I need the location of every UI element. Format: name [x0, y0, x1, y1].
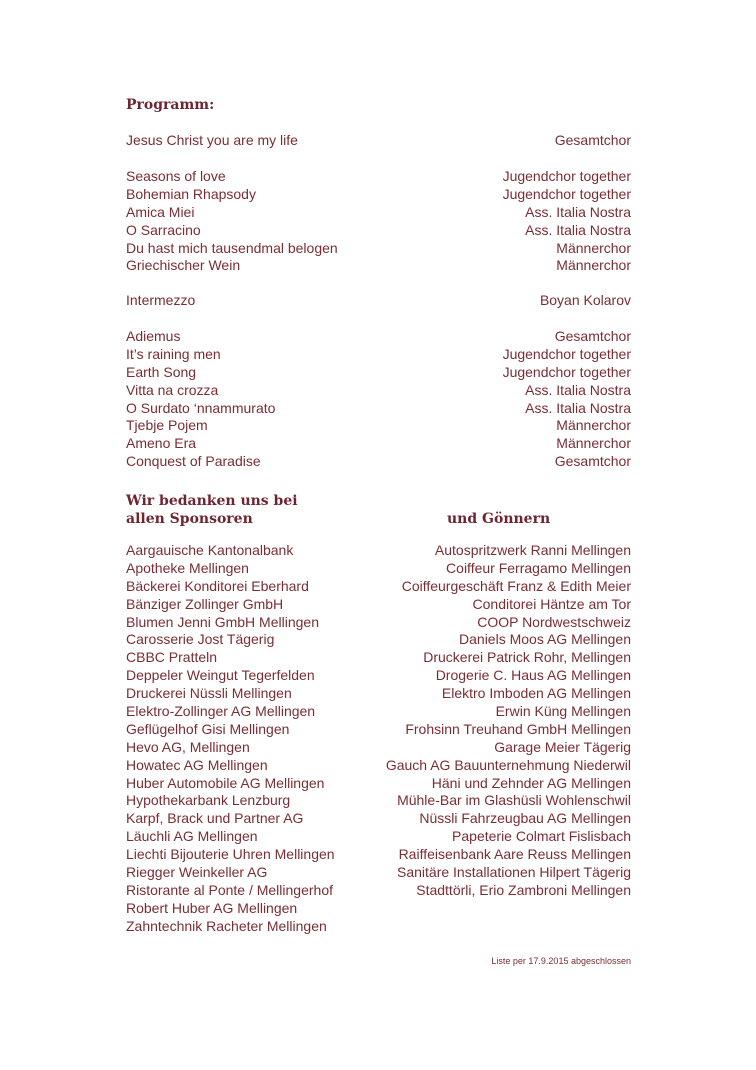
program-row — [126, 382, 631, 400]
performer: Jugendchor together — [502, 185, 631, 202]
sponsor-list — [126, 542, 631, 936]
sponsor-name: Häni und Zehnder AG Mellingen — [431, 774, 631, 791]
performer: Gesamtchor — [554, 132, 631, 148]
program-row — [126, 328, 631, 346]
sponsor-name: Bäckerei Konditorei Eberhard — [126, 577, 309, 594]
sponsor-name: Erwin Küng Mellingen — [495, 703, 631, 720]
performer: Ass. Italia Nostra — [525, 203, 631, 220]
sponsor-name: Aargauische Kantonalbank — [126, 542, 294, 558]
sponsor-name: Coiffeur Ferragamo Mellingen — [446, 559, 631, 576]
sponsor-name: Zahntechnik Racheter Mellingen — [126, 917, 327, 934]
song-title: Tjebje Pojem — [126, 417, 208, 434]
program-row — [126, 257, 631, 275]
song-title: Griechischer Wein — [126, 257, 241, 274]
sponsor-name: Elektro Imboden AG Mellingen — [441, 685, 631, 702]
sponsor-name: Hypothekarbank Lenzburg — [126, 792, 291, 809]
song-title: Amica Miei — [126, 203, 195, 220]
sponsor-name: Läuchli AG Mellingen — [126, 828, 258, 845]
sponsor-name: Drogerie C. Haus AG Mellingen — [435, 667, 631, 684]
sponsor-name: Gauch AG Bauunternehmung Niederwil — [385, 756, 631, 773]
sponsor-name: COOP Nordwestschweiz — [477, 613, 631, 630]
thanks-heading — [126, 492, 631, 528]
sponsor-name: Bänziger Zollinger GmbH — [126, 595, 284, 612]
sponsor-name: Elektro-Zollinger AG Mellingen — [126, 703, 316, 720]
performer: Jugendchor together — [502, 363, 631, 380]
sponsor-column-right — [386, 542, 631, 936]
program-row — [126, 240, 631, 258]
program-row — [126, 435, 631, 453]
program-row — [126, 364, 631, 382]
performer: Ass. Italia Nostra — [525, 221, 631, 238]
sponsor-name: Frohsinn Treuhand GmbH Mellingen — [405, 720, 631, 737]
performer: Männerchor — [556, 239, 631, 256]
program-row — [126, 400, 631, 418]
sponsor-name: Robert Huber AG Mellingen — [126, 899, 298, 916]
thanks-line-2-right: und Gönnern — [447, 511, 551, 527]
performer: Männerchor — [556, 435, 631, 452]
performer: Jugendchor together — [502, 168, 631, 184]
sponsor-name: Raiffeisenbank Aare Reuss Mellingen — [398, 846, 631, 863]
sponsor-name: CBBC Pratteln — [126, 649, 218, 666]
sponsor-name: Apotheke Mellingen — [126, 559, 249, 576]
performer: Boyan Kolarov — [539, 292, 631, 308]
sponsor-name: Daniels Moos AG Mellingen — [459, 631, 631, 648]
program-row — [126, 222, 631, 240]
song-title: Adiemus — [126, 328, 181, 344]
song-title: O Sarracino — [126, 221, 201, 238]
footnote: Liste per 17.9.2015 abgeschlossen — [491, 956, 631, 966]
thanks-line-1: Wir bedanken uns bei — [126, 493, 298, 509]
performer: Ass. Italia Nostra — [525, 381, 631, 398]
song-title: Jesus Christ you are my life — [126, 132, 298, 148]
performer: Gesamtchor — [554, 453, 631, 470]
sponsor-name: Ristorante al Ponte / Mellingerhof — [126, 881, 333, 898]
program-row — [126, 186, 631, 204]
program-row — [126, 204, 631, 222]
sponsor-name: Karpf, Brack und Partner AG — [126, 810, 304, 827]
performer: Gesamtchor — [554, 328, 631, 344]
song-title: Vitta na crozza — [126, 381, 219, 398]
performer: Ass. Italia Nostra — [525, 399, 631, 416]
program-row — [126, 292, 631, 310]
program-row — [126, 417, 631, 435]
sponsor-name: Mühle-Bar im Glashüsli Wohlenschwil — [397, 792, 631, 809]
song-title: Bohemian Rhapsody — [126, 185, 256, 202]
song-title: O Surdato ‘nnammurato — [126, 399, 276, 416]
program-group-1 — [126, 132, 631, 150]
sponsor-name: Nüssli Fahrzeugbau AG Mellingen — [419, 810, 631, 827]
performer: Jugendchor together — [502, 345, 631, 362]
sponsor-name: Blumen Jenni GmbH Mellingen — [126, 613, 319, 630]
sponsor-column-left — [126, 542, 335, 936]
song-title: Conquest of Paradise — [126, 453, 261, 470]
sponsor-name: Carosserie Jost Tägerig — [126, 631, 275, 648]
sponsor-name: Druckerei Patrick Rohr, Mellingen — [423, 649, 631, 666]
program-title: Programm: — [126, 97, 215, 113]
sponsor-name: Coiffeurgeschäft Franz & Edith Meier — [401, 577, 631, 594]
sponsor-name: Autospritzwerk Ranni Mellingen — [434, 542, 631, 558]
program-group-3 — [126, 292, 631, 310]
song-title: It’s raining men — [126, 345, 221, 362]
sponsor-name: Druckerei Nüssli Mellingen — [126, 685, 292, 702]
song-title: Du hast mich tausendmal belogen — [126, 239, 338, 256]
sponsor-name: Garage Meier Tägerig — [494, 738, 631, 755]
sponsor-name: Sanitäre Installationen Hilpert Tägerig — [397, 864, 631, 881]
sponsor-name: Riegger Weinkeller AG — [126, 864, 268, 881]
sponsor-name: Liechti Bijouterie Uhren Mellingen — [126, 846, 335, 863]
performer: Männerchor — [556, 257, 631, 274]
thanks-line-2: allen Sponsoren — [126, 511, 253, 527]
program-row — [126, 132, 631, 150]
sponsor-name: Hevo AG, Mellingen — [126, 738, 250, 755]
program-group-4 — [126, 328, 631, 471]
sponsor-name: Papeterie Colmart Fislisbach — [452, 828, 631, 845]
song-title: Seasons of love — [126, 168, 226, 184]
sponsor-name: Geflügelhof Gisi Mellingen — [126, 720, 290, 737]
program-group-2 — [126, 168, 631, 275]
program-row — [126, 168, 631, 186]
song-title: Earth Song — [126, 363, 197, 380]
performer: Männerchor — [556, 417, 631, 434]
program-row — [126, 453, 631, 471]
song-title: Intermezzo — [126, 292, 196, 308]
sponsor-name: Stadttörli, Erio Zambroni Mellingen — [416, 881, 631, 898]
sponsor-name: Howatec AG Mellingen — [126, 756, 268, 773]
sponsor-name: Deppeler Weingut Tegerfelden — [126, 667, 315, 684]
sponsor-name: Conditorei Häntze am Tor — [472, 595, 631, 612]
program-row — [126, 346, 631, 364]
song-title: Ameno Era — [126, 435, 197, 452]
sponsor-name: Huber Automobile AG Mellingen — [126, 774, 325, 791]
